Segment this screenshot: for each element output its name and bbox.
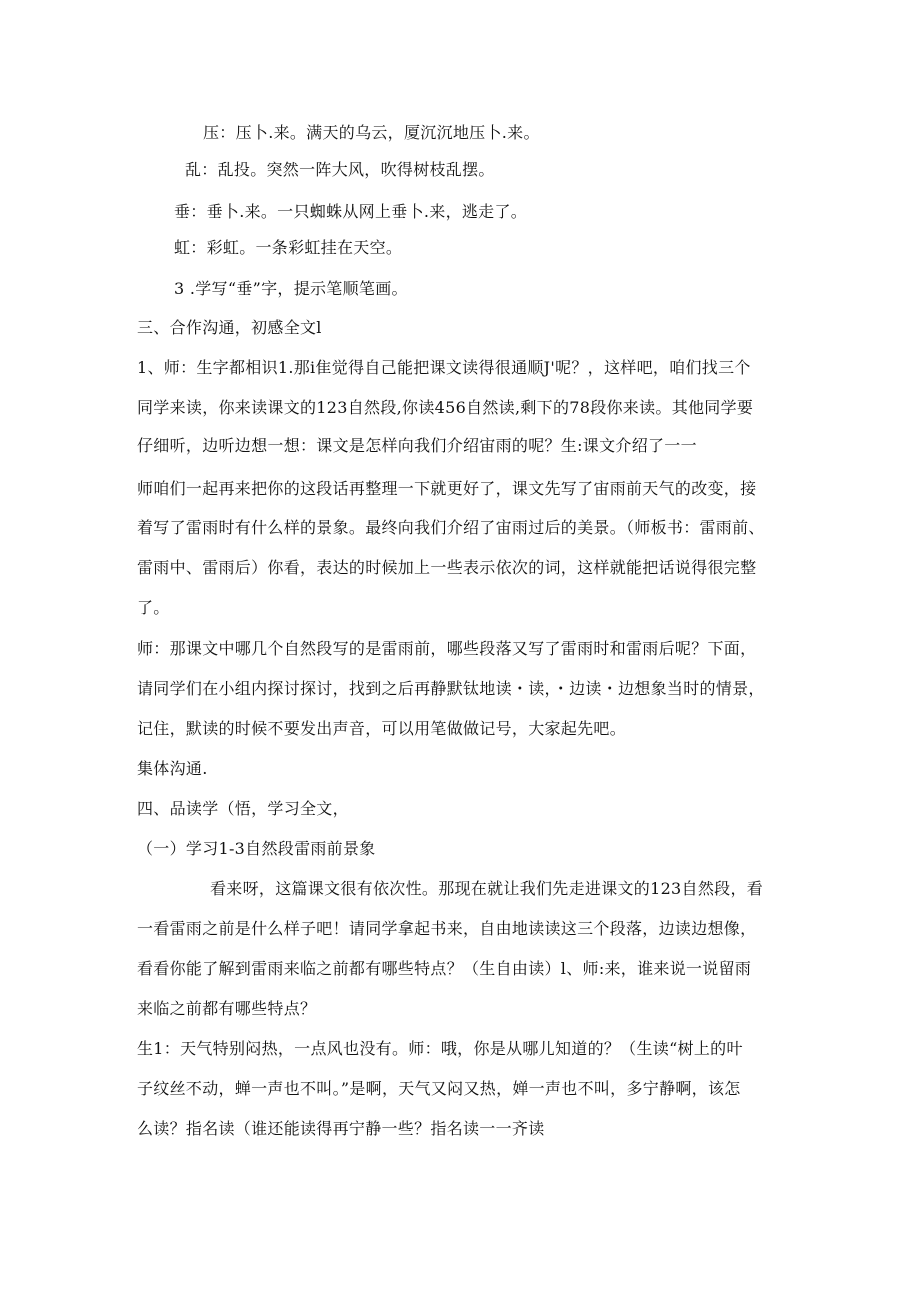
section-heading-3: 三、合作沟通，初感全文l	[137, 318, 322, 337]
line-1: 压：压卜.来。满天的乌云，厦沉沉地压卜.来。	[203, 123, 540, 142]
line-2: 乱：乱投。突然一阵大风，吹得树枝乱摆。	[185, 160, 495, 179]
line-5: 3 .学写“垂”字，提示笔顺笔画。	[174, 279, 408, 298]
line-11: 着写了雷雨时有什么样的景象。最终向我们介绍了宙雨过后的美景。（师板书：雷雨前、	[137, 518, 765, 537]
line-14: 师：那课文中哪几个自然段写的是雷雨前，哪些段落又写了雷雨时和雷雨后呢？下面，	[137, 639, 757, 658]
line-22: 看看你能了解到雷雨来临之前都有哪些特点？（生自由读）l、师:来，谁来说一说留雨	[137, 959, 752, 978]
line-24: 生1：天气特别闷热，一点风也没有。师：哦，你是从哪儿知道的？（生读“树上的叶	[137, 1039, 743, 1058]
line-9: 仔细听，边听边想一想：课文是怎样向我们介绍宙雨的呢？生:课文介绍了一一	[137, 436, 697, 455]
line-25: 子纹丝不动，蝉一声也不叫。”是啊，天气又闷又热，婵一声也不叫，多宁静啊，该怎	[137, 1079, 741, 1098]
line-23: 来临之前都有哪些特点？	[137, 999, 317, 1018]
line-16: 记住，默读的时候不要发出声音，可以用笔做做记号，大家起先吧。	[137, 719, 627, 738]
line-21: 一看雷雨之前是什么样子吧！请同学拿起书来，自由地读读这三个段落，边读边想像，	[137, 919, 757, 938]
line-12: 雷雨中、雷雨后）你看，表达的时候加上一些表示依次的词，这样就能把话说得很完整	[137, 558, 757, 577]
line-8: 同学来读，你来读课文的123自然段,你读456自然读,剩下的78段你来读。其他同学要	[137, 398, 754, 417]
line-15: 请同学们在小组内探讨探讨，找到之后再静默钛地读・读，・边读・边想象当时的情景，	[137, 679, 765, 698]
section-heading-4: 四、品读学（悟，学习全文，	[137, 799, 349, 818]
line-26: 么读？指名读（谁还能读得再宁静一些？指名读一一齐读	[137, 1119, 545, 1138]
line-13: 了。	[137, 598, 170, 617]
line-7: 1、师：生字都相识1.那i隹觉得自己能把课文读得很通顺J'呢？，这样吧，咱们找三个	[137, 358, 751, 377]
line-20: 看来呀，这篇课文很有依次性。那现在就让我们先走进课文的123自然段，看	[210, 879, 764, 898]
line-4: 虹：彩虹。一条彩虹挂在天空。	[174, 238, 403, 257]
line-3: 垂：垂卜.来。一只蜘蛛从网上垂卜.来，逃走了。	[174, 202, 528, 221]
subsection-heading-1: （一）学习1-3自然段雷雨前景象	[137, 839, 376, 858]
line-10: 师咱们一起再来把你的这段话再整理一下就更好了，课文先写了宙雨前天气的改变，接	[137, 479, 757, 498]
line-17: 集体沟通.	[137, 759, 208, 778]
